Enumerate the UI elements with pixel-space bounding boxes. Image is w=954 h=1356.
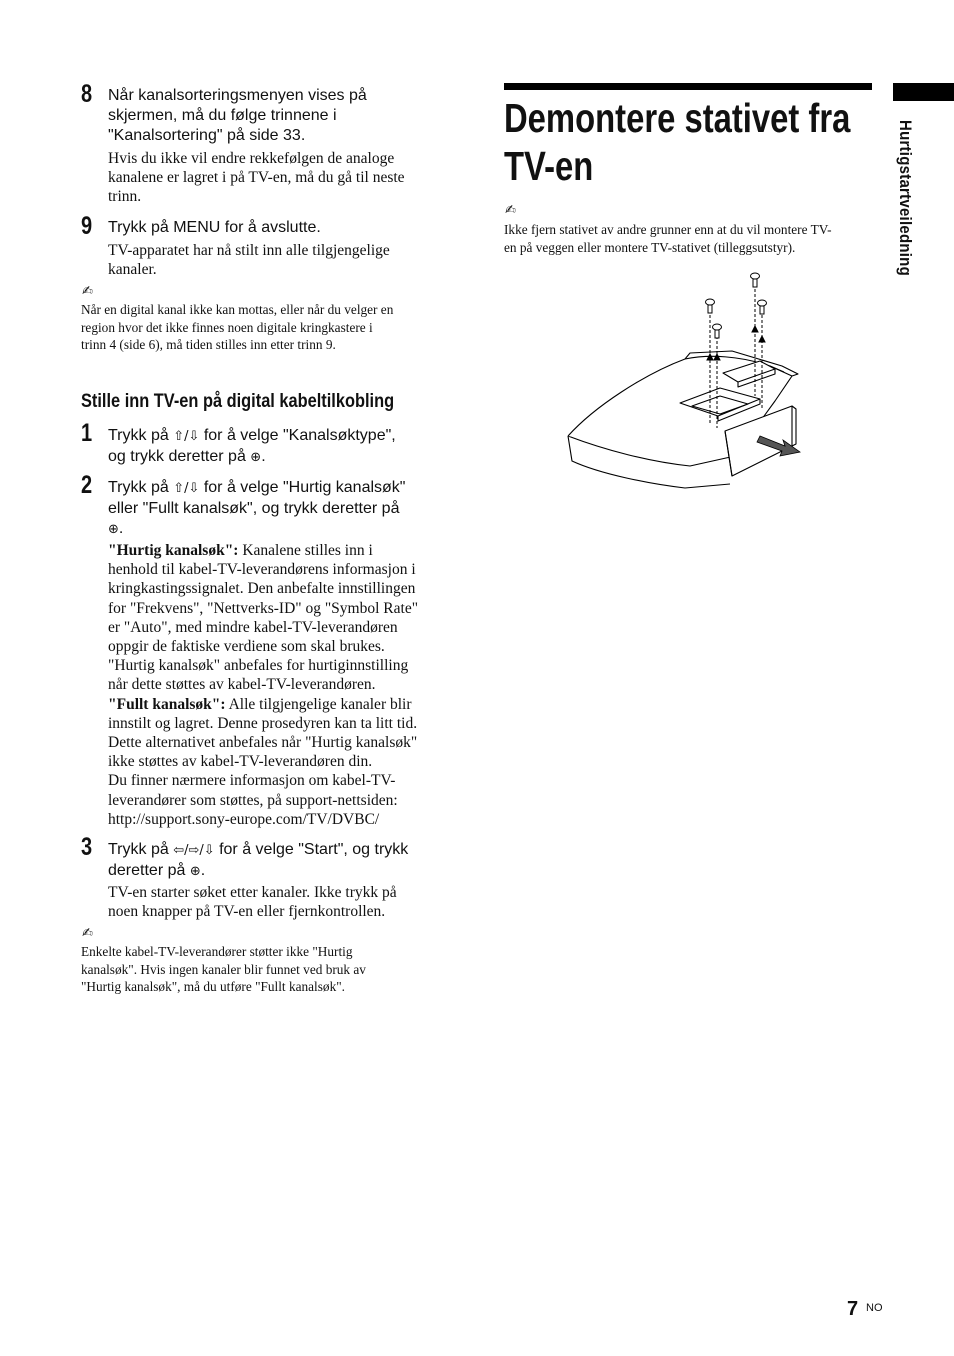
step-number-8: 8 [81,80,93,108]
step-2-body [108,541,418,829]
body-line: henhold til kabel-TV-leverandørens informasjon i [108,561,416,579]
page-number: 7 [847,1298,859,1320]
note-text [504,221,832,256]
step-text: for å velge "Start", og trykk [214,841,409,858]
note-pencil-icon: ✍ [82,926,93,941]
body-line: ikke støttes av kabel-TV-leverandøren din. [108,753,373,771]
step-text: eller "Fullt kanalsøk", og trykk deretter på [108,500,400,517]
body-line: kanaler. [108,261,157,279]
step-number-3: 3 [81,833,93,861]
enter-button-icon: ⊕ [189,864,201,879]
step-number-1: 1 [81,419,93,447]
body-line: TV-apparatet har nå stilt inn alle tilgjengelige [108,242,390,259]
step-number-9: 9 [81,212,93,240]
step-text: Trykk på [108,427,174,444]
up-down-arrow-icon: ⇧/⇩ [173,481,200,496]
step-number-2: 2 [81,471,93,499]
step-8-instruction [108,86,367,146]
left-right-down-arrow-icon: ⇦/⇨/⇩ [173,843,215,858]
body-line: innstilt og lagret. Denne prosedyren kan ta litt tid. [108,714,418,732]
note-line: Enkelte kabel-TV-leverandører støtter ikke "Hurtig [81,944,353,959]
body-line: Hvis du ikke vil endre rekkefølgen de analoge [108,150,395,167]
step-3-instruction [108,840,408,882]
title-line: Demontere stativet fra [504,95,851,141]
body-line: er "Auto", med mindre kabel-TV-leverandøren [108,618,398,636]
side-tab-label: Hurtigstartveiledning [896,120,915,276]
quick-scan-label: "Hurtig kanalsøk": [108,542,239,559]
note-line: en på veggen eller montere TV-stativet (tilleggsutstyr). [504,239,796,255]
step-8-line: Når kanalsorteringsmenyen vises på [108,87,367,104]
body-text: Alle tilgjengelige kanaler blir [225,695,412,713]
note-line: kanalsøk". Hvis ingen kanaler blir funnet ved bruk av [81,961,366,977]
note-line: region hvor det ikke finnes noen digitale kringkastere i [81,319,373,335]
step-8-line: skjermen, må du følge trinnene i [108,107,337,124]
step-9-instruction: Trykk på MENU for å avslutte. [108,219,321,236]
enter-button-icon: ⊕ [250,450,262,465]
side-tab-bar [893,83,954,101]
step-text: . [118,520,124,537]
step-3-body [108,883,397,921]
step-1-instruction [108,426,396,468]
language-code: NO [866,1302,883,1314]
step-text: Trykk på [108,479,174,496]
title-line: TV-en [504,143,594,189]
step-text: for å velge "Kanalsøktype", [199,427,396,444]
body-line: trinn. [108,188,142,206]
body-line: kringkastingssignalet. Den anbefalte innstillingen [108,580,416,598]
enter-button-icon: ⊕ [108,522,119,537]
step-2-instruction [108,478,405,540]
body-line: noen knapper på TV-en eller fjernkontrollen. [108,903,386,921]
body-line: oppgir de faktiske verdiene som skal brukes. [108,638,385,656]
support-url: http://support.sony-europe.com/TV/DVBC/ [108,810,380,828]
body-line: "Hurtig kanalsøk" anbefales for hurtiginnstilling [108,657,409,675]
step-9-body [108,241,390,279]
step-8-body [108,149,405,207]
body-line: TV-en starter søket etter kanaler. Ikke trykk på [108,884,397,901]
full-scan-label: "Fullt kanalsøk": [108,695,226,713]
body-line: Du finner nærmere informasjon om kabel-TV- [108,772,396,790]
section-heading: Stille inn TV-en på digital kabeltilkobling [81,390,395,412]
body-line: for "Frekvens", "Nettverks-ID" og "Symbol Rate" [108,599,419,617]
step-text: Trykk på [108,841,174,858]
step-text: for å velge "Hurtig kanalsøk" [199,479,406,496]
stand-removal-illustration [560,266,840,496]
note-text [81,943,366,996]
body-line: kanalene er lagret i på TV-en, må du gå til neste [108,169,405,187]
step-text: og trykk deretter på [108,448,251,465]
step-8-line: "Kanalsortering" på side 33. [108,127,306,144]
step-text: deretter på [108,862,190,879]
title-rule [504,83,872,90]
body-line: Dette alternativet anbefales når "Hurtig kanalsøk" [108,734,418,752]
page-title [504,94,850,190]
note-line: Ikke fjern stativet av andre grunner enn at du vil montere TV- [504,222,832,237]
note-text [81,301,393,354]
step-text: . [200,862,206,879]
note-line: trinn 4 (side 6), må tiden stilles inn etter trinn 9. [81,337,336,352]
note-line: Når en digital kanal ikke kan mottas, eller når du velger en [81,302,394,317]
note-line: "Hurtig kanalsøk", må du utføre "Fullt kanalsøk". [81,979,345,994]
body-text: Kanalene stilles inn i [238,542,373,559]
note-pencil-icon: ✍ [505,203,516,218]
body-line: når dette støttes av kabel-TV-leverandøren. [108,676,376,694]
step-text: . [261,448,266,465]
body-line: leverandører som støttes, på support-nettsiden: [108,791,398,809]
up-down-arrow-icon: ⇧/⇩ [173,429,200,444]
note-pencil-icon: ✍ [82,284,93,299]
